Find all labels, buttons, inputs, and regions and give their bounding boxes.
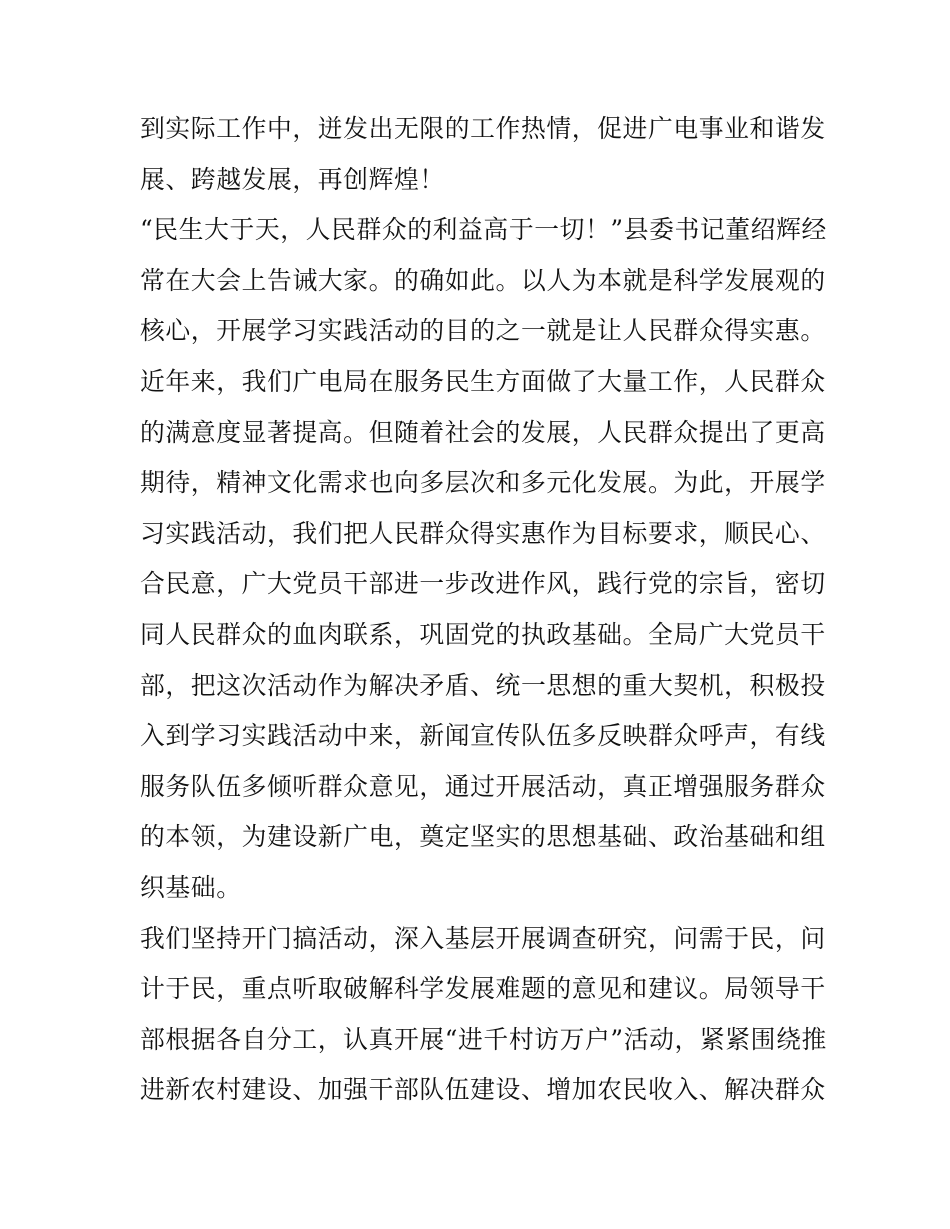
- text-line: 进新农村建设、加强干部队伍建设、增加农民收入、解决群众: [140, 1075, 826, 1105]
- text-line: 部，把这次活动作为解决矛盾、统一思想的重大契机，积极投: [140, 670, 826, 700]
- text-line: 习实践活动，我们把人民群众得实惠作为目标要求，顺民心、: [140, 518, 826, 548]
- text-line: 到实际工作中，迸发出无限的工作热情，促进广电事业和谐发: [140, 114, 826, 143]
- text-line: 展、跨越发展，再创辉煌！: [140, 164, 445, 194]
- text-line: 近年来，我们广电局在服务民生方面做了大量工作，人民群众: [140, 366, 826, 396]
- text-line: 织基础。: [140, 872, 242, 902]
- text-line: 入到学习实践活动中来，新闻宣传队伍多反映群众呼声，有线: [140, 721, 826, 751]
- text-line: 计于民，重点听取破解科学发展难题的意见和建议。局领导干: [140, 974, 826, 1004]
- text-line: 服务队伍多倾听群众意见，通过开展活动，真正增强服务群众: [140, 771, 826, 801]
- text-line: 我们坚持开门搞活动，深入基层开展调查研究，问需于民，问: [140, 923, 826, 953]
- text-line: 核心，开展学习实践活动的目的之一就是让人民群众得实惠。: [140, 316, 826, 346]
- text-line: 部根据各自分工，认真开展“进千村访万户”活动，紧紧围绕推: [140, 1024, 827, 1054]
- text-line: 的本领，为建设新广电，奠定坚实的思想基础、政治基础和组: [140, 822, 826, 852]
- text-line: “民生大于天，人民群众的利益高于一切！”县委书记董绍辉经: [140, 215, 827, 245]
- text-line: 期待，精神文化需求也向多层次和多元化发展。为此，开展学: [140, 468, 826, 498]
- document-text-body: [140, 104, 827, 1116]
- text-line: 的满意度显著提高。但随着社会的发展，人民群众提出了更高: [140, 417, 826, 447]
- text-line: 同人民群众的血肉联系，巩固党的执政基础。全局广大党员干: [140, 619, 826, 649]
- text-line: 常在大会上告诫大家。的确如此。以人为本就是科学发展观的: [140, 265, 826, 295]
- text-line: 合民意，广大党员干部进一步改进作风，践行党的宗旨，密切: [140, 569, 826, 599]
